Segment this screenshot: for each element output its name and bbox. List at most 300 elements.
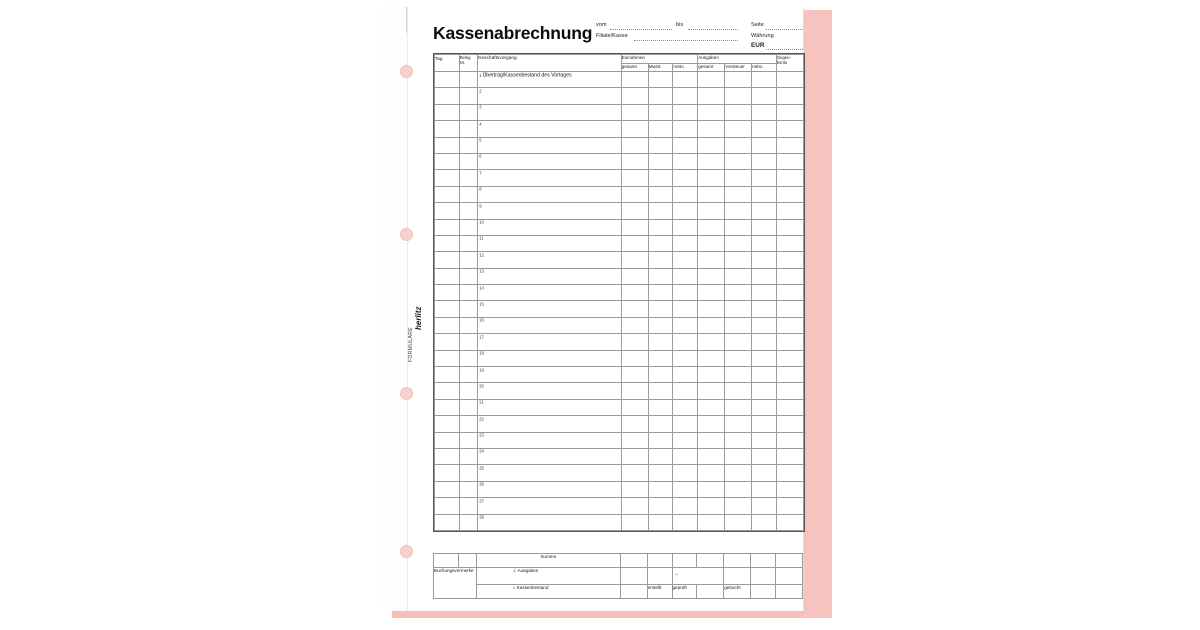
- cell-ausgaben-gesamt[interactable]: [698, 514, 725, 530]
- minus-ausgaben-value[interactable]: [620, 568, 647, 585]
- cell-ausgaben-vorsteuer[interactable]: [725, 186, 752, 202]
- cell-beleg[interactable]: [459, 416, 477, 432]
- cell-einnahmen-netto[interactable]: [673, 121, 698, 137]
- cell-ausgaben-gesamt[interactable]: [698, 153, 725, 169]
- cell-ausgaben-gesamt[interactable]: [698, 334, 725, 350]
- cell-einnahmen-netto[interactable]: [673, 170, 698, 186]
- table-row[interactable]: [435, 367, 804, 383]
- cell-geschaeftsvorgang[interactable]: [477, 235, 621, 251]
- cell-einnahmen-mwst[interactable]: [648, 481, 673, 497]
- cell-ausgaben-vorsteuer[interactable]: [725, 367, 752, 383]
- cell-tag[interactable]: [435, 432, 460, 448]
- summe-ausgaben-gesamt[interactable]: [697, 554, 724, 568]
- cell-ausgaben-vorsteuer[interactable]: [725, 203, 752, 219]
- cell-einnahmen-gesamt[interactable]: [621, 448, 648, 464]
- cell-beleg[interactable]: [459, 268, 477, 284]
- summe-einnahmen-mwst[interactable]: [647, 554, 672, 568]
- cell-tag[interactable]: [435, 252, 460, 268]
- cell-ausgaben-vorsteuer[interactable]: [725, 448, 752, 464]
- table-row[interactable]: [435, 317, 804, 333]
- cell-einnahmen-gesamt[interactable]: [621, 170, 648, 186]
- cell-einnahmen-mwst[interactable]: [648, 137, 673, 153]
- cell-geschaeftsvorgang[interactable]: [477, 285, 621, 301]
- cell-einnahmen-gesamt[interactable]: [621, 514, 648, 530]
- cell-gegenkonto[interactable]: [776, 301, 803, 317]
- cell-geschaeftsvorgang[interactable]: [477, 203, 621, 219]
- cell-einnahmen-mwst[interactable]: [648, 121, 673, 137]
- cell-geschaeftsvorgang[interactable]: [477, 301, 621, 317]
- table-row[interactable]: [435, 350, 804, 366]
- cell-einnahmen-mwst[interactable]: [648, 350, 673, 366]
- cell-ausgaben-netto[interactable]: [752, 153, 777, 169]
- cell-einnahmen-mwst[interactable]: [648, 72, 673, 88]
- cell-geschaeftsvorgang[interactable]: [477, 121, 621, 137]
- cell-tag[interactable]: [435, 235, 460, 251]
- table-row[interactable]: [435, 399, 804, 415]
- cell-einnahmen-mwst[interactable]: [648, 186, 673, 202]
- cell-beleg[interactable]: [459, 153, 477, 169]
- cell-ausgaben-netto[interactable]: [752, 170, 777, 186]
- cell-ausgaben-gesamt[interactable]: [698, 317, 725, 333]
- cell-tag[interactable]: [435, 317, 460, 333]
- cell-einnahmen-netto[interactable]: [673, 285, 698, 301]
- cell-ausgaben-gesamt[interactable]: [698, 399, 725, 415]
- cell-ausgaben-vorsteuer[interactable]: [725, 72, 752, 88]
- cell-ausgaben-vorsteuer[interactable]: [725, 235, 752, 251]
- table-row[interactable]: [435, 170, 804, 186]
- cell-ausgaben-gesamt[interactable]: [698, 383, 725, 399]
- cell-ausgaben-gesamt[interactable]: [698, 203, 725, 219]
- cell-einnahmen-netto[interactable]: [673, 88, 698, 104]
- cell-einnahmen-netto[interactable]: [673, 137, 698, 153]
- cell-einnahmen-netto[interactable]: [673, 301, 698, 317]
- cell-tag[interactable]: [435, 170, 460, 186]
- cell-geschaeftsvorgang[interactable]: [477, 498, 621, 514]
- cell-ausgaben-netto[interactable]: [752, 186, 777, 202]
- cell-tag[interactable]: [435, 448, 460, 464]
- cell-tag[interactable]: [435, 186, 460, 202]
- cell-geschaeftsvorgang[interactable]: [477, 104, 621, 120]
- cell-einnahmen-gesamt[interactable]: [621, 317, 648, 333]
- cell-tag[interactable]: [435, 203, 460, 219]
- cell-tag[interactable]: [435, 465, 460, 481]
- cell-geschaeftsvorgang[interactable]: [477, 334, 621, 350]
- cell-einnahmen-gesamt[interactable]: [621, 153, 648, 169]
- table-row[interactable]: [435, 268, 804, 284]
- cell-beleg[interactable]: [459, 367, 477, 383]
- cell-ausgaben-gesamt[interactable]: [698, 481, 725, 497]
- cell-ausgaben-netto[interactable]: [752, 334, 777, 350]
- cell-beleg[interactable]: [459, 203, 477, 219]
- cell-ausgaben-gesamt[interactable]: [698, 285, 725, 301]
- table-row[interactable]: [435, 514, 804, 530]
- cell-ausgaben-netto[interactable]: [752, 268, 777, 284]
- cell-einnahmen-netto[interactable]: [673, 481, 698, 497]
- cell-einnahmen-gesamt[interactable]: [621, 301, 648, 317]
- table-row[interactable]: [435, 301, 804, 317]
- cell-geschaeftsvorgang[interactable]: [477, 252, 621, 268]
- cell-einnahmen-gesamt[interactable]: [621, 268, 648, 284]
- summe-gegenkonto[interactable]: [776, 554, 803, 568]
- cell-ausgaben-netto[interactable]: [752, 235, 777, 251]
- cell-einnahmen-mwst[interactable]: [648, 498, 673, 514]
- cell-tag[interactable]: [435, 367, 460, 383]
- cell-beleg[interactable]: [459, 285, 477, 301]
- cell-beleg[interactable]: [459, 186, 477, 202]
- cell-beleg[interactable]: [459, 498, 477, 514]
- cell-einnahmen-gesamt[interactable]: [621, 219, 648, 235]
- cell-einnahmen-mwst[interactable]: [648, 219, 673, 235]
- input-waehrung[interactable]: [766, 41, 803, 50]
- cell-beleg[interactable]: [459, 121, 477, 137]
- cell-geschaeftsvorgang[interactable]: [477, 350, 621, 366]
- cell-einnahmen-mwst[interactable]: [648, 153, 673, 169]
- cell-tag[interactable]: [435, 121, 460, 137]
- cell-ausgaben-netto[interactable]: [752, 465, 777, 481]
- cell-gegenkonto[interactable]: [776, 514, 803, 530]
- cell-tag[interactable]: [435, 285, 460, 301]
- cell-ausgaben-gesamt[interactable]: [698, 432, 725, 448]
- cell-ausgaben-vorsteuer[interactable]: [725, 219, 752, 235]
- cell-einnahmen-mwst[interactable]: [648, 317, 673, 333]
- cell-ausgaben-vorsteuer[interactable]: [725, 498, 752, 514]
- cell-einnahmen-netto[interactable]: [673, 416, 698, 432]
- cell-tag[interactable]: [435, 301, 460, 317]
- cell-ausgaben-vorsteuer[interactable]: [725, 317, 752, 333]
- cell-einnahmen-mwst[interactable]: [648, 334, 673, 350]
- cell-gegenkonto[interactable]: [776, 498, 803, 514]
- cell-ausgaben-netto[interactable]: [752, 448, 777, 464]
- cell-geschaeftsvorgang[interactable]: [477, 137, 621, 153]
- cell-ausgaben-vorsteuer[interactable]: [725, 465, 752, 481]
- table-row[interactable]: [435, 252, 804, 268]
- table-row[interactable]: [435, 153, 804, 169]
- cell-einnahmen-netto[interactable]: [673, 383, 698, 399]
- table-row[interactable]: [435, 481, 804, 497]
- kassenbestand-value[interactable]: [620, 585, 647, 599]
- cell-gegenkonto[interactable]: [776, 416, 803, 432]
- table-row[interactable]: [435, 219, 804, 235]
- cell-gegenkonto[interactable]: [776, 383, 803, 399]
- cell-einnahmen-netto[interactable]: [673, 104, 698, 120]
- cell-beleg[interactable]: [459, 235, 477, 251]
- cell-tag[interactable]: [435, 350, 460, 366]
- cell-einnahmen-netto[interactable]: [673, 72, 698, 88]
- cell-einnahmen-mwst[interactable]: [648, 203, 673, 219]
- cell-einnahmen-netto[interactable]: [673, 235, 698, 251]
- table-row[interactable]: [435, 121, 804, 137]
- cell-beleg[interactable]: [459, 465, 477, 481]
- summe-einnahmen-netto[interactable]: [672, 554, 697, 568]
- cell-geschaeftsvorgang[interactable]: [477, 367, 621, 383]
- cell-ausgaben-vorsteuer[interactable]: [725, 252, 752, 268]
- cell-einnahmen-gesamt[interactable]: [621, 465, 648, 481]
- summe-ausgaben-vorsteuer[interactable]: [724, 554, 751, 568]
- table-row[interactable]: [435, 137, 804, 153]
- cell-beleg[interactable]: [459, 350, 477, 366]
- cell-geschaeftsvorgang[interactable]: [477, 399, 621, 415]
- cell-ausgaben-netto[interactable]: [752, 88, 777, 104]
- table-row[interactable]: [435, 104, 804, 120]
- cell-einnahmen-netto[interactable]: [673, 252, 698, 268]
- table-row[interactable]: [435, 432, 804, 448]
- cell-beleg[interactable]: [459, 514, 477, 530]
- cell-ausgaben-vorsteuer[interactable]: [725, 170, 752, 186]
- table-row[interactable]: [435, 235, 804, 251]
- cell-einnahmen-mwst[interactable]: [648, 465, 673, 481]
- cell-gegenkonto[interactable]: [776, 448, 803, 464]
- cell-einnahmen-netto[interactable]: [673, 514, 698, 530]
- cell-ausgaben-netto[interactable]: [752, 285, 777, 301]
- cell-einnahmen-gesamt[interactable]: [621, 252, 648, 268]
- cell-ausgaben-netto[interactable]: [752, 367, 777, 383]
- cell-beleg[interactable]: [459, 170, 477, 186]
- cell-ausgaben-netto[interactable]: [752, 498, 777, 514]
- cell-ausgaben-gesamt[interactable]: [698, 268, 725, 284]
- cell-beleg[interactable]: [459, 252, 477, 268]
- cell-ausgaben-netto[interactable]: [752, 203, 777, 219]
- cell-einnahmen-mwst[interactable]: [648, 383, 673, 399]
- cell-gegenkonto[interactable]: [776, 465, 803, 481]
- cell-gegenkonto[interactable]: [776, 170, 803, 186]
- cell-gegenkonto[interactable]: [776, 186, 803, 202]
- cell-geschaeftsvorgang[interactable]: [477, 383, 621, 399]
- cell-tag[interactable]: [435, 481, 460, 497]
- cell-beleg[interactable]: [459, 432, 477, 448]
- cell-gegenkonto[interactable]: [776, 121, 803, 137]
- cell-einnahmen-mwst[interactable]: [648, 235, 673, 251]
- table-row[interactable]: [435, 383, 804, 399]
- cell-geschaeftsvorgang[interactable]: [477, 153, 621, 169]
- table-row[interactable]: [435, 285, 804, 301]
- cell-einnahmen-netto[interactable]: [673, 186, 698, 202]
- summe-einnahmen-gesamt[interactable]: [620, 554, 647, 568]
- cell-einnahmen-netto[interactable]: [673, 432, 698, 448]
- cell-ausgaben-vorsteuer[interactable]: [725, 432, 752, 448]
- cell-beleg[interactable]: [459, 448, 477, 464]
- cell-tag[interactable]: [435, 219, 460, 235]
- cell-gegenkonto[interactable]: [776, 72, 803, 88]
- cell-einnahmen-mwst[interactable]: [648, 448, 673, 464]
- cell-einnahmen-gesamt[interactable]: [621, 88, 648, 104]
- cell-beleg[interactable]: [459, 137, 477, 153]
- cell-ausgaben-netto[interactable]: [752, 350, 777, 366]
- cell-einnahmen-netto[interactable]: [673, 448, 698, 464]
- signature-spacer-3[interactable]: [776, 585, 803, 599]
- cell-gegenkonto[interactable]: [776, 137, 803, 153]
- cell-gegenkonto[interactable]: [776, 203, 803, 219]
- cell-einnahmen-netto[interactable]: [673, 465, 698, 481]
- cell-einnahmen-netto[interactable]: [673, 268, 698, 284]
- cell-einnahmen-gesamt[interactable]: [621, 399, 648, 415]
- summe-ausgaben-netto[interactable]: [751, 554, 776, 568]
- cell-tag[interactable]: [435, 399, 460, 415]
- cell-ausgaben-vorsteuer[interactable]: [725, 268, 752, 284]
- cell-einnahmen-netto[interactable]: [673, 317, 698, 333]
- table-row[interactable]: [435, 416, 804, 432]
- input-filiale-kasse[interactable]: [634, 32, 738, 41]
- cell-ausgaben-netto[interactable]: [752, 104, 777, 120]
- cell-tag[interactable]: [435, 137, 460, 153]
- cell-ausgaben-vorsteuer[interactable]: [725, 137, 752, 153]
- cell-ausgaben-gesamt[interactable]: [698, 137, 725, 153]
- cell-ausgaben-gesamt[interactable]: [698, 301, 725, 317]
- cell-einnahmen-gesamt[interactable]: [621, 235, 648, 251]
- cell-einnahmen-netto[interactable]: [673, 219, 698, 235]
- cell-ausgaben-vorsteuer[interactable]: [725, 121, 752, 137]
- cell-ausgaben-netto[interactable]: [752, 383, 777, 399]
- cell-ausgaben-netto[interactable]: [752, 252, 777, 268]
- cell-einnahmen-gesamt[interactable]: [621, 285, 648, 301]
- cell-gegenkonto[interactable]: [776, 88, 803, 104]
- cell-einnahmen-gesamt[interactable]: [621, 481, 648, 497]
- cell-einnahmen-mwst[interactable]: [648, 252, 673, 268]
- cell-ausgaben-gesamt[interactable]: [698, 465, 725, 481]
- cell-ausgaben-netto[interactable]: [752, 137, 777, 153]
- cell-einnahmen-netto[interactable]: [673, 334, 698, 350]
- cell-ausgaben-gesamt[interactable]: [698, 448, 725, 464]
- cell-gegenkonto[interactable]: [776, 285, 803, 301]
- cell-geschaeftsvorgang[interactable]: [477, 72, 621, 88]
- cell-ausgaben-netto[interactable]: [752, 432, 777, 448]
- cell-einnahmen-netto[interactable]: [673, 399, 698, 415]
- cell-tag[interactable]: [435, 268, 460, 284]
- cell-geschaeftsvorgang[interactable]: [477, 416, 621, 432]
- cell-einnahmen-mwst[interactable]: [648, 367, 673, 383]
- cell-tag[interactable]: [435, 153, 460, 169]
- cell-ausgaben-gesamt[interactable]: [698, 235, 725, 251]
- cell-ausgaben-gesamt[interactable]: [698, 252, 725, 268]
- cell-ausgaben-netto[interactable]: [752, 219, 777, 235]
- cell-einnahmen-mwst[interactable]: [648, 416, 673, 432]
- cell-ausgaben-gesamt[interactable]: [698, 104, 725, 120]
- cell-ausgaben-netto[interactable]: [752, 301, 777, 317]
- cell-einnahmen-gesamt[interactable]: [621, 383, 648, 399]
- cell-ausgaben-vorsteuer[interactable]: [725, 399, 752, 415]
- cell-einnahmen-mwst[interactable]: [648, 301, 673, 317]
- cell-einnahmen-mwst[interactable]: [648, 170, 673, 186]
- cell-beleg[interactable]: [459, 301, 477, 317]
- cell-ausgaben-vorsteuer[interactable]: [725, 350, 752, 366]
- cell-beleg[interactable]: [459, 383, 477, 399]
- cell-ausgaben-gesamt[interactable]: [698, 121, 725, 137]
- cell-einnahmen-netto[interactable]: [673, 350, 698, 366]
- cell-gegenkonto[interactable]: [776, 252, 803, 268]
- table-row[interactable]: [435, 186, 804, 202]
- cell-ausgaben-netto[interactable]: [752, 72, 777, 88]
- cell-einnahmen-netto[interactable]: [673, 203, 698, 219]
- cell-einnahmen-gesamt[interactable]: [621, 104, 648, 120]
- cell-beleg[interactable]: [459, 481, 477, 497]
- cell-gegenkonto[interactable]: [776, 432, 803, 448]
- cell-gegenkonto[interactable]: [776, 367, 803, 383]
- cell-ausgaben-netto[interactable]: [752, 317, 777, 333]
- signature-spacer-1[interactable]: [697, 585, 724, 599]
- cell-einnahmen-mwst[interactable]: [648, 104, 673, 120]
- cell-ausgaben-vorsteuer[interactable]: [725, 416, 752, 432]
- cell-tag[interactable]: [435, 416, 460, 432]
- cell-ausgaben-gesamt[interactable]: [698, 498, 725, 514]
- cell-gegenkonto[interactable]: [776, 153, 803, 169]
- table-row[interactable]: [435, 465, 804, 481]
- cell-beleg[interactable]: [459, 334, 477, 350]
- cell-einnahmen-mwst[interactable]: [648, 432, 673, 448]
- input-seite[interactable]: [766, 21, 803, 30]
- cell-ausgaben-vorsteuer[interactable]: [725, 301, 752, 317]
- cell-einnahmen-gesamt[interactable]: [621, 137, 648, 153]
- cell-ausgaben-vorsteuer[interactable]: [725, 481, 752, 497]
- cell-einnahmen-netto[interactable]: [673, 498, 698, 514]
- cell-einnahmen-gesamt[interactable]: [621, 432, 648, 448]
- input-bis[interactable]: [688, 21, 738, 30]
- cell-ausgaben-vorsteuer[interactable]: [725, 285, 752, 301]
- cell-geschaeftsvorgang[interactable]: [477, 317, 621, 333]
- cell-geschaeftsvorgang[interactable]: [477, 514, 621, 530]
- cell-ausgaben-gesamt[interactable]: [698, 350, 725, 366]
- cell-ausgaben-netto[interactable]: [752, 481, 777, 497]
- cell-beleg[interactable]: [459, 88, 477, 104]
- cell-einnahmen-gesamt[interactable]: [621, 416, 648, 432]
- cell-geschaeftsvorgang[interactable]: [477, 432, 621, 448]
- cell-gegenkonto[interactable]: [776, 235, 803, 251]
- cell-einnahmen-mwst[interactable]: [648, 88, 673, 104]
- cell-ausgaben-gesamt[interactable]: [698, 88, 725, 104]
- cell-geschaeftsvorgang[interactable]: [477, 465, 621, 481]
- cell-ausgaben-vorsteuer[interactable]: [725, 104, 752, 120]
- cell-tag[interactable]: [435, 383, 460, 399]
- cell-gegenkonto[interactable]: [776, 219, 803, 235]
- cell-geschaeftsvorgang[interactable]: [477, 170, 621, 186]
- cell-ausgaben-gesamt[interactable]: [698, 219, 725, 235]
- table-row[interactable]: [435, 88, 804, 104]
- cell-ausgaben-gesamt[interactable]: [698, 170, 725, 186]
- cell-beleg[interactable]: [459, 219, 477, 235]
- cell-geschaeftsvorgang[interactable]: [477, 88, 621, 104]
- cell-einnahmen-gesamt[interactable]: [621, 121, 648, 137]
- cell-tag[interactable]: [435, 104, 460, 120]
- cell-geschaeftsvorgang[interactable]: [477, 186, 621, 202]
- cell-geschaeftsvorgang[interactable]: [477, 448, 621, 464]
- cell-ausgaben-vorsteuer[interactable]: [725, 153, 752, 169]
- cell-ausgaben-gesamt[interactable]: [698, 72, 725, 88]
- input-vom[interactable]: [610, 21, 672, 30]
- cell-beleg[interactable]: [459, 72, 477, 88]
- table-row[interactable]: [435, 448, 804, 464]
- table-row[interactable]: [435, 334, 804, 350]
- cell-geschaeftsvorgang[interactable]: [477, 268, 621, 284]
- cell-beleg[interactable]: [459, 399, 477, 415]
- cell-tag[interactable]: [435, 88, 460, 104]
- cell-einnahmen-gesamt[interactable]: [621, 186, 648, 202]
- cell-einnahmen-gesamt[interactable]: [621, 498, 648, 514]
- cell-geschaeftsvorgang[interactable]: [477, 219, 621, 235]
- cell-einnahmen-gesamt[interactable]: [621, 334, 648, 350]
- table-row[interactable]: [435, 72, 804, 88]
- cell-ausgaben-vorsteuer[interactable]: [725, 334, 752, 350]
- cell-einnahmen-mwst[interactable]: [648, 285, 673, 301]
- cell-einnahmen-gesamt[interactable]: [621, 367, 648, 383]
- cell-einnahmen-mwst[interactable]: [648, 514, 673, 530]
- cell-gegenkonto[interactable]: [776, 268, 803, 284]
- cell-gegenkonto[interactable]: [776, 317, 803, 333]
- cell-ausgaben-netto[interactable]: [752, 416, 777, 432]
- cell-einnahmen-gesamt[interactable]: [621, 72, 648, 88]
- cell-ausgaben-netto[interactable]: [752, 399, 777, 415]
- cell-tag[interactable]: [435, 72, 460, 88]
- cell-gegenkonto[interactable]: [776, 334, 803, 350]
- cell-ausgaben-netto[interactable]: [752, 121, 777, 137]
- cell-tag[interactable]: [435, 514, 460, 530]
